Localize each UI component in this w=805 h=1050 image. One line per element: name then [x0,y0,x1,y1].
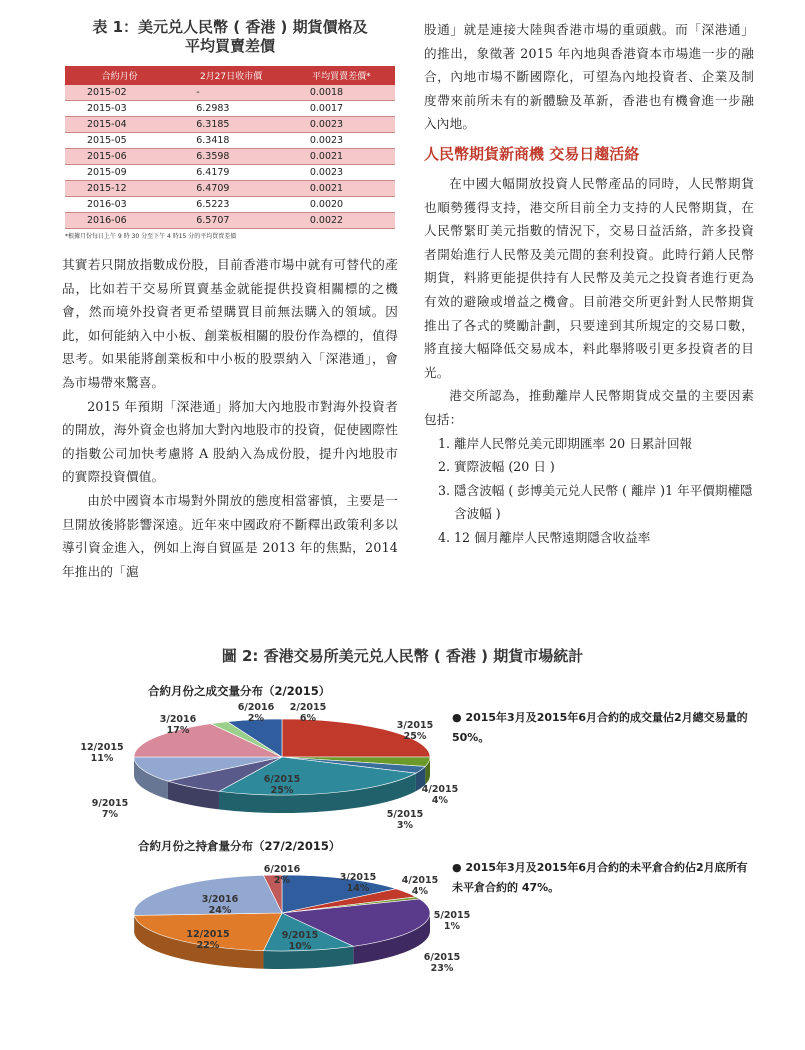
pie-slice-label: 5/2015 3% [386,809,424,831]
list-item: 2. 實際波幅 (20 日 ) [454,455,754,479]
table-cell: 6.3598 [174,149,288,165]
paragraph: 其實若只開放指數成份股，目前香港市場中就有可替代的產品，比如若干交易所買賣基金就能提供投資相關標的之機會，然而境外投資者更希望購買目前無法購入的領域。因此，如何能納入中小板、創業板相關的股份作為標的，值得思考。如果能將創業板和中小板的股票納入「深港通」，會為市場帶來驚喜。 [62,257,398,390]
chart-title-volume: 合約月份之成交量分布（2/2015） [148,684,331,698]
paragraph: 在中國大幅開放投資人民幣產品的同時，人民幣期貨也順勢獲得支持，港交所目前全力支持的人民幣期貨，在人民幣緊盯美元指數的情況下，交易日益活絡，許多投資者開始進行人民幣及美元間的套利投資。此時行銷人民幣期貨，料將更能提供持有人民幣及美元之投資者進行更為有效的避險或增益之機會。目前港交所更針對人民幣期貨推出了各式的獎勵計劃，只要達到其所規定的交易口數，將直接大幅降低交易成本，料此舉將吸引更多投資者的目光。 [424,175,754,380]
pie-slice-label: 5/2015 1% [433,910,471,932]
pie-slice-label: 4/2015 4% [401,875,439,897]
table-cell: 6.4709 [174,181,288,197]
table-cell: 2016-03 [65,197,174,213]
figure-title: 圖 2: 香港交易所美元兑人民幣 ( 香港 ) 期貨市場統計 [221,647,584,665]
pie-slice-label: 4/2015 4% [421,784,459,806]
pie-chart-open-interest [134,864,470,974]
pie-slice-label: 12/2015 11% [80,742,124,764]
table-cell: 0.0022 [288,213,395,229]
paragraph: 2015 年預期「深港通」將加大內地股市對海外投資者的開放，海外資金也將加大對內地股市的投資，促使國際性的指數公司加快考慮將 A 股納入為成份股，提升內地股市的實際投資價值。 [62,398,398,485]
table-cell: 6.5707 [174,213,288,229]
pie-slice-label: 6/2015 25% [263,774,301,796]
bullet-icon: ● [452,861,466,874]
table-header-cell: 平均買賣差價* [288,66,395,85]
list-item: 3. 隱含波幅 ( 彭博美元兑人民幣 ( 離岸 )1 年平價期權隱含波幅 ) [454,479,754,526]
table-cell: 2015-04 [65,117,174,133]
pie-slice-label: 3/2015 14% [339,872,377,894]
table-cell: 2015-12 [65,181,174,197]
chart-note-text: 2015年3月及2015年6月合約的成交量佔2月總交易量的 50%。 [452,711,748,744]
table-cell: 2016-06 [65,213,174,229]
section-heading: 人民幣期貨新商機 交易日趨活絡 [424,144,640,163]
pie-slice-label: 2/2015 6% [289,702,327,724]
pie-slice-label: 9/2015 7% [91,798,129,820]
table-cell: 0.0021 [288,149,395,165]
table-cell: - [174,85,288,101]
chart-note-text: 2015年3月及2015年6月合約的未平倉合約佔2月底所有未平倉合約的 47%。 [452,861,748,894]
table-header-cell: 2月27日收市價 [174,66,288,85]
table-cell: 2015-05 [65,133,174,149]
paragraph: 由於中國資本市場對外開放的態度相當審慎，主要是一旦開放後將影響深遠。近年來中國政府不斷釋出政策利多以導引資金進入，例如上海自貿區是 2013 年的焦點，2014 年推出的「滬 [62,492,398,579]
list-item: 1. 離岸人民幣兑美元即期匯率 20 日累計回報 [454,432,754,456]
table-cell: 0.0018 [288,85,395,101]
pie-slice-label: 3/2015 25% [396,720,434,742]
paragraph: 股通」就是連接大陸與香港市場的重頭戲。而「深港通」的推出，象徵著 2015 年內地與香港資本市場進一步的融合，內地市場不斷國際化，可望為內地投資者、企業及制度帶來前所未有的新體驗及革新，香港也有機會進一步融入內地。 [424,22,754,132]
chart-title-open-interest: 合約月份之持倉量分布（27/2/2015） [138,839,341,853]
pie-slice-label: 3/2016 17% [159,714,197,736]
list-item: 4. 12 個月離岸人民幣遠期隱含收益率 [454,526,754,550]
table-cell: 2015-09 [65,165,174,181]
pie-slice-label: 12/2015 22% [186,929,230,951]
table-cell: 6.3185 [174,117,288,133]
table-cell: 6.4179 [174,165,288,181]
table-cell: 2015-06 [65,149,174,165]
bullet-icon: ● [452,711,466,724]
table-cell: 6.3418 [174,133,288,149]
table-title-line1: 表 1：美元兑人民幣 ( 香港 ) 期貨價格及 [92,18,368,36]
table-cell: 6.5223 [174,197,288,213]
pie-slice-label: 6/2016 2% [263,864,301,886]
table-cell: 6.2983 [174,101,288,117]
pie-slice-label: 3/2016 24% [201,894,239,916]
pie-chart-volume [80,702,458,831]
table-cell: 0.0020 [288,197,395,213]
table-cell: 2015-02 [65,85,174,101]
pie-slice-label: 6/2016 2% [237,702,275,724]
table-cell: 2015-03 [65,101,174,117]
table-cell: 0.0021 [288,181,395,197]
table-cell: 0.0023 [288,117,395,133]
table-cell: 0.0023 [288,165,395,181]
table-note: *根據月份每日上午 9 時 30 分至下午 4 時15 分的平均買賣差價 [65,233,237,240]
pie-slice-label: 6/2015 23% [423,952,461,974]
table-cell: 0.0017 [288,101,395,117]
pie-slice-label: 9/2015 10% [281,930,319,952]
table-header-cell: 合約月份 [65,66,174,85]
table-cell: 0.0023 [288,133,395,149]
paragraph: 港交所認為，推動離岸人民幣期貨成交量的主要因素包括： [424,388,754,427]
table-title-line2: 平均買賣差價 [184,37,275,55]
